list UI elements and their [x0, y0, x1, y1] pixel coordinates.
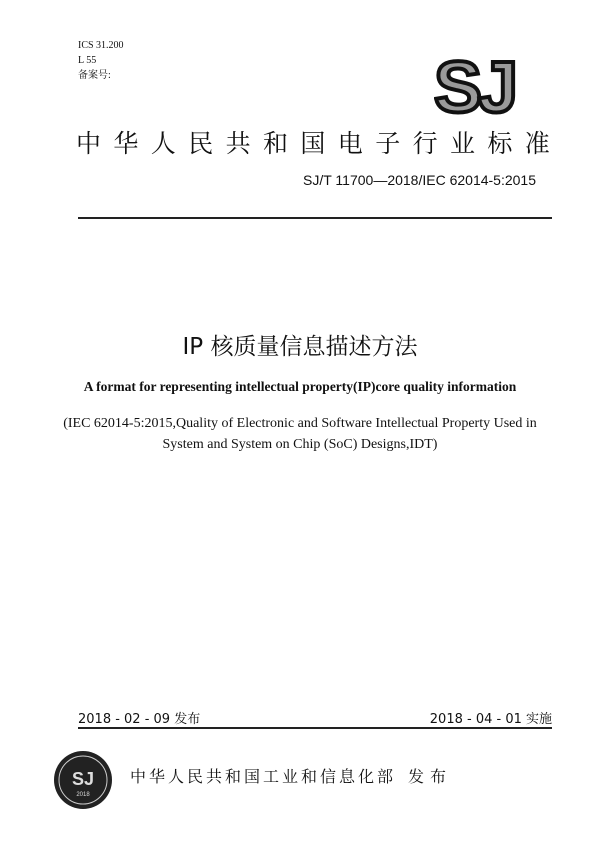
svg-text:SJ: SJ: [71, 769, 95, 789]
sj-logo: [434, 56, 530, 116]
ministry-seal-icon: [54, 751, 112, 809]
issuing-authority: 中华人民共和国工业和信息化部: [130, 767, 397, 786]
filing-number-label: 备案号:: [78, 70, 111, 81]
header-divider: [78, 217, 552, 219]
standard-number: SJ/T 11700—2018/IEC 62014-5:2015: [303, 172, 536, 188]
document-title-cn: IP 核质量信息描述方法: [182, 334, 418, 360]
svg-text:SJ: SJ: [434, 56, 515, 116]
svg-text:2018: 2018: [76, 792, 90, 798]
document-title-en: A format for representing intellectual property(IP)core quality information: [83, 379, 517, 394]
ics-code: ICS 31.200: [78, 40, 124, 51]
footer-divider: [78, 727, 552, 729]
equivalence-note-line2: System and System on Chip (SoC) Designs,IDT): [162, 437, 438, 452]
implementation-date: 2018 - 04 - 01 实施: [429, 712, 552, 727]
standard-category-title: 中华人民共和国电子行业标准: [76, 129, 563, 158]
ccs-code: L 55: [78, 55, 97, 66]
issue-date: 2018 - 02 - 09 发布: [78, 712, 201, 727]
publish-label: 发布: [408, 767, 453, 786]
equivalence-note-line1: (IEC 62014-5:2015,Quality of Electronic and Software Intellectual Property Used in: [63, 416, 537, 431]
